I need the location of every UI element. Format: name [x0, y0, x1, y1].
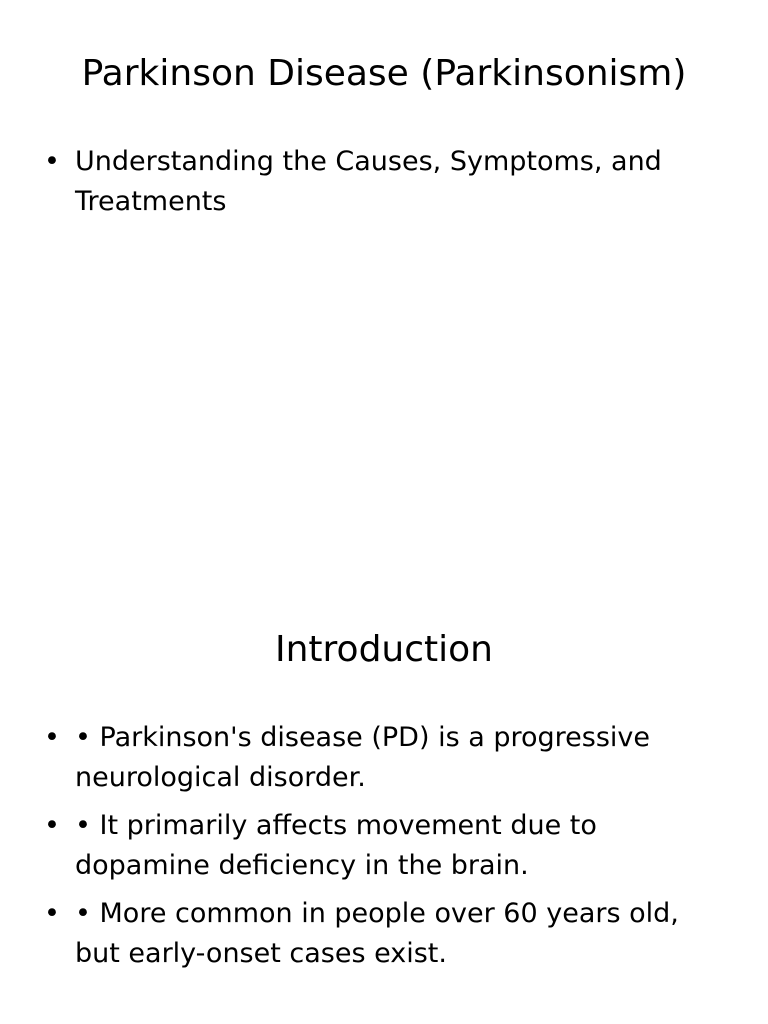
bullet-text: Understanding the Causes, Symptoms, and Treatments — [75, 146, 662, 217]
bullet-text: • Parkinson's disease (PD) is a progressive neurological disorder. — [75, 722, 651, 793]
bullet-item — [44, 806, 694, 886]
bullet-list — [44, 142, 694, 230]
bullet-marker: • — [44, 146, 60, 177]
slide-introduction — [0, 576, 768, 1024]
bullet-item — [44, 142, 694, 222]
bullet-marker: • — [44, 810, 60, 841]
bullet-text: • It primarily affects movement due to dopamine deficiency in the brain. — [75, 810, 597, 881]
bullet-text: • More common in people over 60 years old, but early-onset cases exist. — [75, 898, 679, 969]
slide-title: Introduction — [274, 629, 493, 670]
bullet-list — [44, 718, 694, 982]
bullet-item — [44, 894, 694, 974]
bullet-item — [44, 718, 694, 798]
slide-title: Parkinson Disease (Parkinsonism) — [81, 53, 687, 94]
bullet-marker: • — [44, 898, 60, 929]
bullet-marker: • — [44, 722, 60, 753]
